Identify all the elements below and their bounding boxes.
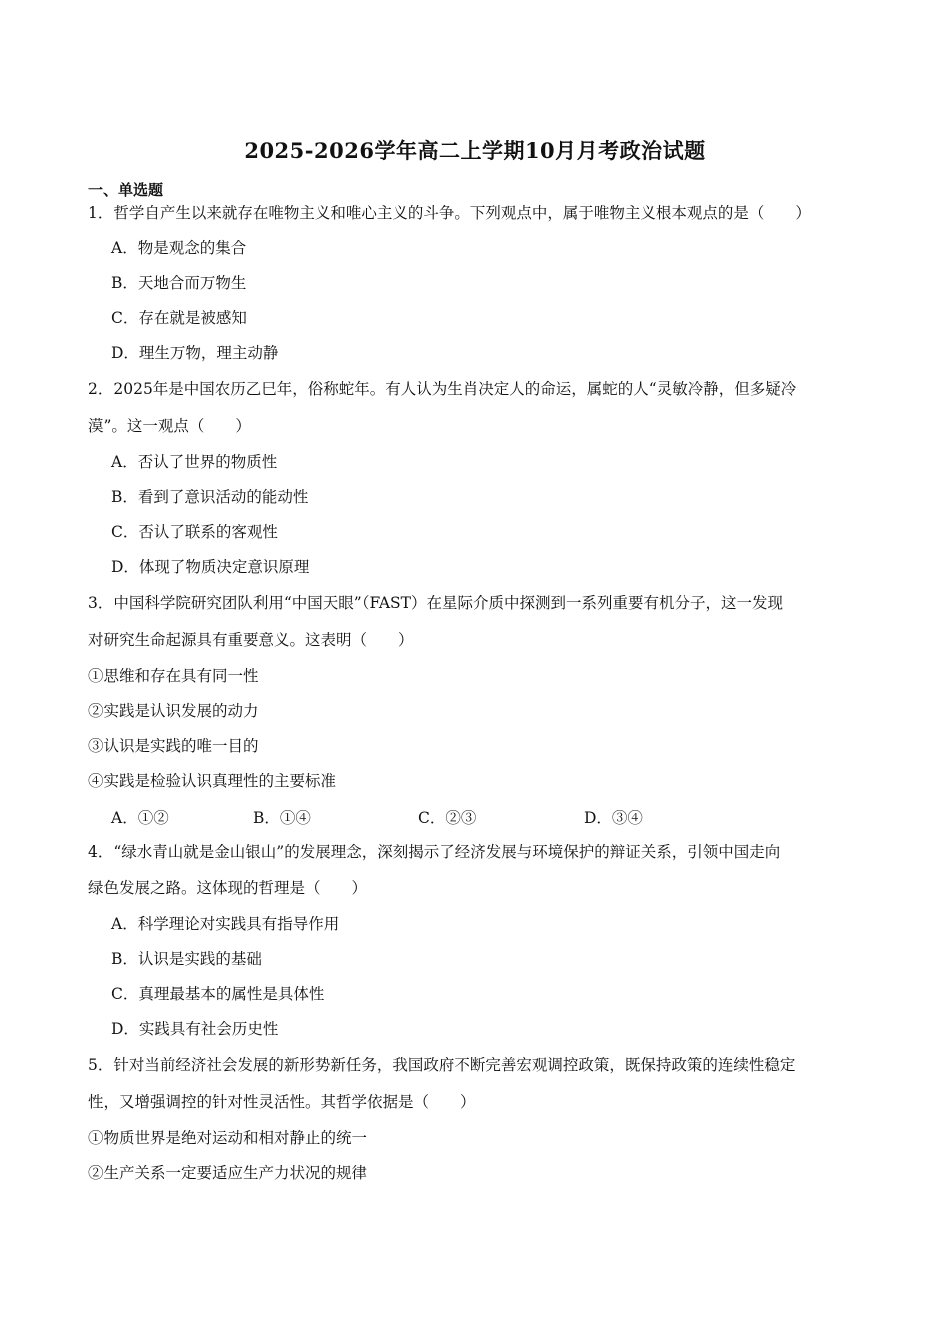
question-3-option-a: A．①② bbox=[111, 809, 169, 827]
question-4-stem-line-2: 绿色发展之路。这体现的哲理是（ ） bbox=[88, 879, 368, 897]
question-3-option-c: C．②③ bbox=[418, 809, 477, 827]
question-3-statement-2: ②实践是认识发展的动力 bbox=[88, 702, 259, 720]
question-5-stem-line-1: 5．针对当前经济社会发展的新形势新任务，我国政府不断完善宏观调控政策，既保持政策的连续性稳定 bbox=[88, 1056, 796, 1074]
question-2-option-d: D．体现了物质决定意识原理 bbox=[111, 558, 310, 576]
question-3-option-d: D．③④ bbox=[584, 809, 643, 827]
question-2-option-b: B．看到了意识活动的能动性 bbox=[111, 488, 309, 506]
question-4-option-b: B．认识是实践的基础 bbox=[111, 950, 262, 968]
question-4-option-c: C．真理最基本的属性是具体性 bbox=[111, 985, 325, 1003]
question-5-statement-2: ②生产关系一定要适应生产力状况的规律 bbox=[88, 1164, 368, 1182]
question-1-option-c: C．存在就是被感知 bbox=[111, 309, 247, 327]
question-4-option-a: A．科学理论对实践具有指导作用 bbox=[111, 915, 340, 933]
question-1-option-b: B．天地合而万物生 bbox=[111, 274, 247, 292]
question-3-statement-1: ①思维和存在具有同一性 bbox=[88, 667, 259, 685]
question-4-option-d: D．实践具有社会历史性 bbox=[111, 1020, 279, 1038]
question-3-statement-4: ④实践是检验认识真理性的主要标准 bbox=[88, 772, 337, 790]
question-2-stem-line-2: 漠”。这一观点（ ） bbox=[88, 417, 251, 435]
question-3-stem-line-2: 对研究生命起源具有重要意义。这表明（ ） bbox=[88, 631, 414, 649]
question-1-stem: 1．哲学自产生以来就存在唯物主义和唯心主义的斗争。下列观点中，属于唯物主义根本观点的是（ ） bbox=[88, 204, 811, 222]
question-5-statement-1: ①物质世界是绝对运动和相对静止的统一 bbox=[88, 1129, 368, 1147]
section-heading: 一、单选题 bbox=[88, 181, 164, 199]
exam-title: 2025-2026学年高二上学期10月月考政治试题 bbox=[244, 138, 706, 163]
question-2-option-c: C．否认了联系的客观性 bbox=[111, 523, 278, 541]
question-3-statement-3: ③认识是实践的唯一目的 bbox=[88, 737, 259, 755]
question-5-stem-line-2: 性，又增强调控的针对性灵活性。其哲学依据是（ ） bbox=[88, 1093, 476, 1111]
question-2-option-a: A．否认了世界的物质性 bbox=[111, 453, 278, 471]
question-3-stem-line-1: 3．中国科学院研究团队利用“中国天眼”（FAST）在星际介质中探测到一系列重要有机分子，这一发现 bbox=[88, 594, 784, 612]
question-1-option-a: A．物是观念的集合 bbox=[111, 239, 247, 257]
question-3-options-row bbox=[111, 806, 871, 826]
question-1-option-d: D．理生万物，理主动静 bbox=[111, 344, 279, 362]
question-2-stem-line-1: 2．2025年是中国农历乙巳年，俗称蛇年。有人认为生肖决定人的命运，属蛇的人“灵敏冷静，但多疑冷 bbox=[88, 380, 797, 398]
question-3-option-b: B．①④ bbox=[253, 809, 311, 827]
question-4-stem-line-1: 4．“绿水青山就是金山银山”的发展理念，深刻揭示了经济发展与环境保护的辩证关系，引领中国走向 bbox=[88, 843, 781, 861]
